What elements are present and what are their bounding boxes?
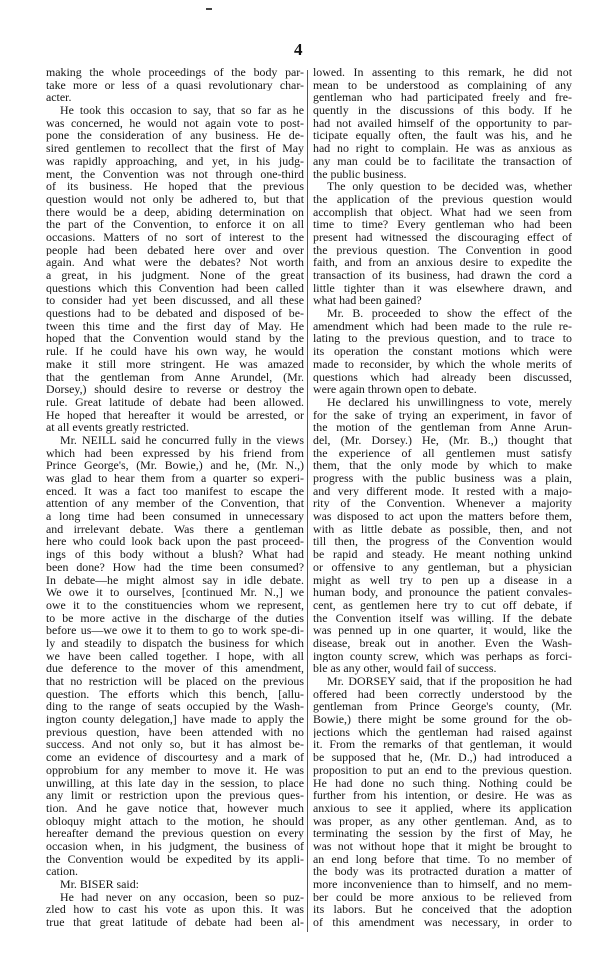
text-line: rity of the Convention. Whenever a majority: [313, 497, 572, 511]
text-line: ding to the range of seats occupied by the Wash-: [46, 700, 304, 714]
text-line: what had been gained?: [313, 294, 422, 308]
text-line: accomplish that object. What had we seen from: [313, 205, 572, 219]
text-line: Mr. BISER said:: [60, 878, 139, 891]
text-line: proposition to put an end to the previous question.: [313, 763, 572, 777]
text-line: the application of the previous question would: [313, 192, 572, 206]
text-line: gentleman who had participated freely and fre-: [313, 91, 572, 105]
text-line: the experience of all gentlemen must satisfy: [313, 446, 572, 460]
text-line: terminating the session by the first of May, he: [313, 827, 572, 840]
text-line: to consider had yet been discussed, and all these: [46, 294, 304, 308]
text-line: further from his intention, or desire. He was as: [313, 789, 572, 802]
text-line: more inconvenience than to himself, and no mem-: [313, 878, 572, 891]
text-line: rule. Great latitude of debate had been allowed.: [46, 395, 304, 409]
text-line: rule. If he could have his own way, he would: [46, 345, 304, 358]
text-line: little tighter than it was elsewhere drawn, and: [313, 281, 572, 295]
text-line: was concerned, he would not again vote to post-: [46, 116, 304, 130]
text-column-left: [46, 66, 304, 929]
text-line: Mr. B. proceeded to show the effect of the: [327, 307, 572, 320]
text-line: a great, in his judgment. None of the great: [46, 269, 304, 282]
text-line: owe it to the constituencies whom we represent,: [46, 598, 304, 612]
text-line: Mr. DORSEY said, that if the proposition he had: [327, 675, 572, 688]
text-line: for the sake of trying an experiment, in favor of: [313, 408, 572, 422]
text-line: He had done no such thing. Nothing could be: [313, 776, 572, 790]
text-line: occasions. Matters of no sort of interest to the: [46, 230, 304, 244]
text-line: the public business.: [313, 167, 407, 181]
text-line: lating to the previous question, and to trace to: [313, 332, 572, 346]
text-line: del, (Mr. Dorsey.) He, (Mr. B.,) thought that: [313, 433, 572, 447]
text-line: He took this occasion to say, that so far as he: [60, 104, 304, 117]
text-line: success. And not only so, but it has almost be-: [46, 738, 304, 752]
text-line: its operation the constant motions which were: [313, 345, 572, 358]
text-line: progress with the public business was a plain,: [313, 472, 572, 485]
text-line: the Convention would be expedited by its appli-: [46, 852, 304, 866]
text-line: questions which this Convention had been called: [46, 281, 304, 295]
text-line: that no restriction will be placed on the previous: [46, 675, 304, 688]
text-line: Bowie,) there might be some ground for the ob-: [313, 713, 572, 726]
text-line: the part of the Convention, to enforce it on all: [46, 218, 304, 231]
text-line: there would be a deep, abiding determination on: [46, 205, 304, 219]
text-line: human body, and pronounce the patient convales-: [313, 586, 572, 599]
text-line: cation.: [46, 865, 79, 878]
text-line: occasion when, in his judgment, the business of: [46, 839, 304, 853]
text-line: we have been called together. I hope, with all: [46, 649, 304, 663]
text-line: amendment which had been made to the rule re-: [313, 319, 572, 333]
text-line: till then, the progress of the Convention would: [313, 535, 572, 549]
text-line: be supposed that he, (Mr. D.,) had introduced a: [313, 751, 572, 764]
text-line: make it still more stringent. He was amazed: [46, 357, 304, 371]
text-line: them, that the only mode by which to make: [313, 459, 572, 472]
text-line: come an evidence of discourtesy and a mark of: [46, 751, 304, 764]
text-line: made to reconsider, by which the whole merits of: [313, 357, 572, 371]
text-line: faith, and from an anxious desire to expedite the: [313, 256, 572, 269]
text-line: zled how to cast his vote as upon this. It was: [46, 903, 304, 917]
text-line: question. The efforts which this bench, [allu-: [46, 687, 304, 701]
text-line: previous question, have been attended with no: [46, 725, 304, 739]
text-line: was not without hope that it might be brought to: [313, 839, 572, 853]
text-line: ble as any other, would fail of success.: [313, 662, 497, 675]
text-line: making the whole proceedings of the body par-: [46, 66, 304, 79]
text-line: In debate—he might almost say in idle debate.: [46, 573, 304, 587]
text-column-right: [313, 66, 572, 929]
text-line: its labors. But he conceived that the adoption: [313, 903, 572, 917]
text-line: due deference to the mover of this amendment,: [46, 662, 304, 675]
text-line: time to time? Every gentleman who had been: [313, 218, 572, 231]
text-line: He declared his unwillingness to vote, merely: [327, 395, 572, 409]
text-line: Prince George's, (Mr. Bowie,) and he, (Mr. N.,): [46, 459, 304, 472]
text-line: again. And what were the debates? Not worth: [46, 256, 304, 269]
text-line: that the gentleman from Anne Arundel, (Mr.: [46, 370, 304, 384]
text-line: He had never on any occasion, been so puz-: [60, 890, 304, 904]
text-line: had not availed himself of the opportunity to par-: [313, 116, 572, 130]
text-line: was proper, as any other gentleman. And, as to: [313, 814, 572, 828]
text-line: gentleman from Prince George's county, (Mr.: [313, 700, 572, 714]
text-line: and irrelevant debate. Was there a gentleman: [46, 522, 304, 536]
text-line: attention of any member of the Convention, that: [46, 497, 304, 511]
text-line: pone the consideration of any business. He de-: [46, 129, 304, 143]
text-line: hereafter demand the previous question on every: [46, 827, 304, 840]
text-line: enced. It was a fact too manifest to escape the: [46, 484, 304, 498]
page-number: 4: [294, 40, 303, 59]
text-line: the body was its protracted duration a matter of: [313, 865, 572, 878]
text-line: tween this time and the first day of May. He: [46, 319, 304, 333]
text-line: which had been expressed by his friend from: [46, 446, 304, 460]
text-line: Dorsey,) should desire to reverse or destroy the: [46, 383, 304, 396]
text-line: opprobium for any member to move it. He was: [46, 763, 304, 777]
text-line: offered had been correctly understood by the: [313, 687, 572, 701]
text-line: or offensive to any gentleman, but a physician: [313, 560, 572, 574]
text-line: quently in the discussions of this body. If he: [313, 104, 572, 117]
text-line: the Convention itself was willing. If the debate: [313, 611, 572, 625]
text-line: had no right to complain. He was as anxious as: [313, 142, 572, 155]
text-line: questions which had already been discussed,: [313, 370, 572, 384]
text-line: question would not only be adhered to, but that: [46, 192, 304, 206]
text-line: was rapidly approaching, and yet, in his judg-: [46, 154, 304, 168]
text-line: an end long before that time. To no member of: [313, 852, 572, 866]
text-line: ticipate equally often, the fault was his, and he: [313, 129, 572, 143]
text-line: obloquy might attach to the motion, he should: [46, 814, 304, 828]
text-line: here who could look back upon the past proceed-: [46, 535, 304, 549]
text-line: people had been debated here over and over: [46, 243, 304, 257]
text-line: be rapid and steady. He meant nothing unkind: [313, 548, 572, 561]
text-line: a long time had been consumed in unnecessary: [46, 510, 304, 523]
text-line: of its business. He hoped that the previous: [46, 180, 304, 193]
text-line: jections which the gentleman had raised against: [313, 725, 572, 739]
text-line: any limit or restriction upon the previous ques-: [46, 789, 304, 802]
text-line: questions had to be debated and disposed of be-: [46, 307, 304, 320]
text-line: been done? How had the time been consumed?: [46, 560, 304, 574]
text-line: the motion of the gentleman from Anne Arun-: [313, 421, 572, 434]
text-line: was glad to hear them from a quarter so experi-: [46, 472, 304, 485]
text-line: the previous question. The Convention in good: [313, 243, 572, 257]
text-line: transaction of its business, had drawn the cord a: [313, 269, 572, 282]
text-line: with as little debate as possible, then, and not: [313, 522, 572, 536]
text-line: ly and steadily to dispatch the business for which: [46, 636, 304, 650]
column-divider: [307, 70, 308, 932]
text-line: true that great latitude of debate had been al-: [46, 916, 304, 929]
text-line: He hoped that hereafter it would be arrested, or: [46, 408, 304, 422]
text-line: cent, as gentlemen here try to cut off debate, if: [313, 598, 572, 612]
text-line: it. From the remarks of that gentleman, it would: [313, 738, 572, 752]
print-mark: [206, 8, 212, 10]
text-line: were again thrown open to debate.: [313, 383, 477, 396]
text-line: ings of this body without a blush? What had: [46, 548, 304, 561]
text-line: might as well try to pen up a disease in a: [313, 573, 572, 587]
text-line: ington county delegation,] have made to apply the: [46, 713, 304, 726]
text-line: of this amendment was necessary, in order to: [313, 916, 572, 929]
text-line: ber could be more anxious to be relieved from: [313, 890, 572, 904]
text-line: acter.: [46, 91, 72, 105]
text-line: tion. And he gave notice that, however much: [46, 801, 304, 815]
text-line: was disposed to act upon the matters before them,: [313, 510, 572, 523]
text-line: We owe it to ourselves, [continued Mr. N.,] we: [46, 586, 304, 599]
text-line: Mr. NEILL said he concurred fully in the views: [60, 433, 304, 447]
text-line: ment, the Convention was not through one-third: [46, 167, 304, 181]
text-line: before us—we owe it to them to go to work spe-di-: [46, 624, 304, 637]
text-line: take more or less of a quasi revolutionary char-: [46, 78, 304, 92]
text-line: mean to be understood as complaining of any: [313, 78, 572, 92]
text-line: The only question to be decided was, whether: [327, 180, 572, 193]
text-line: disease, break out in another. Even the Wash-: [313, 636, 572, 650]
text-line: to be more active in the discharge of the duties: [46, 611, 304, 625]
text-line: anxious to see it applied, where its application: [313, 801, 572, 815]
text-line: was penned up in one quarter, it would, like the: [313, 624, 572, 637]
text-line: sired gentlemen to recollect that the first of May: [46, 142, 304, 155]
text-line: hoped that the Convention would stand by the: [46, 332, 304, 346]
text-line: present had witnessed the discouraging effect of: [313, 230, 572, 244]
text-line: ington county screw, which was perhaps as forci-: [313, 649, 572, 663]
text-line: and very different mode. It rested with a majo-: [313, 484, 572, 498]
text-line: lowed. In assenting to this remark, he did not: [313, 66, 572, 79]
text-line: any man could be to facilitate the transaction of: [313, 154, 572, 168]
text-line: at all events greatly restricted.: [46, 421, 189, 434]
text-line: unwilling, at this late day in the session, to place: [46, 776, 304, 790]
